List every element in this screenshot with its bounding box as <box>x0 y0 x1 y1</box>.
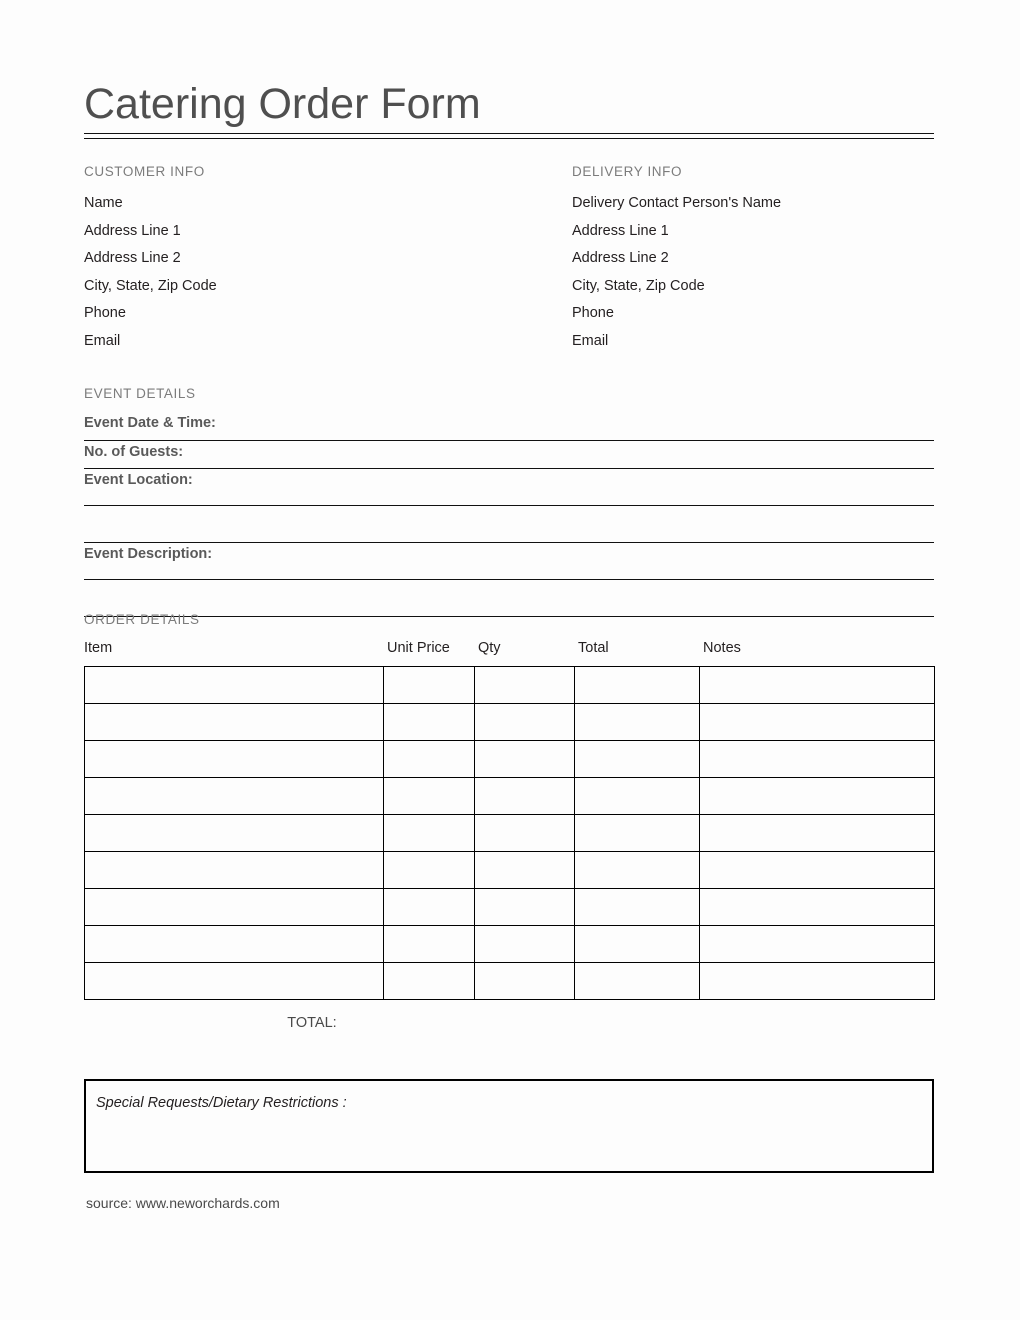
delivery-field-city-state-zip[interactable]: City, State, Zip Code <box>572 277 705 294</box>
delivery-field-phone[interactable]: Phone <box>572 305 614 321</box>
page-title-block <box>84 78 934 130</box>
column-header-unit-price: Unit Price <box>387 640 450 656</box>
cell-item[interactable] <box>85 741 384 778</box>
column-header-notes: Notes <box>703 640 741 656</box>
delivery-field-address-line-2[interactable]: Address Line 2 <box>572 250 669 266</box>
table-row[interactable] <box>85 778 935 815</box>
delivery-field-email[interactable]: Email <box>572 332 609 349</box>
table-row[interactable] <box>85 667 935 704</box>
cell-notes[interactable] <box>700 704 935 741</box>
cell-notes[interactable] <box>700 963 935 1000</box>
cell-total[interactable] <box>575 778 700 815</box>
event-details-heading: EVENT DETAILS <box>84 386 196 401</box>
order-items-table <box>84 666 935 1000</box>
table-row[interactable] <box>85 926 935 963</box>
cell-item[interactable] <box>85 926 384 963</box>
cell-total[interactable] <box>575 704 700 741</box>
column-header-qty: Qty <box>478 640 501 656</box>
cell-total[interactable] <box>575 852 700 889</box>
cell-total[interactable] <box>575 815 700 852</box>
customer-field-city-state-zip[interactable]: City, State, Zip Code <box>84 277 217 294</box>
column-header-total: Total <box>578 640 609 656</box>
table-row[interactable] <box>85 889 935 926</box>
customer-field-email[interactable]: Email <box>84 332 121 349</box>
cell-unit-price[interactable] <box>384 889 475 926</box>
delivery-field-address-line-1[interactable]: Address Line 1 <box>572 222 669 239</box>
event-row-location-continued[interactable] <box>84 506 934 543</box>
column-header-item: Item <box>84 640 113 656</box>
customer-info-heading: CUSTOMER INFO <box>84 164 205 179</box>
cell-unit-price[interactable] <box>384 704 475 741</box>
delivery-info-heading: DELIVERY INFO <box>572 164 683 179</box>
order-details-section <box>84 611 934 1033</box>
table-row[interactable] <box>85 704 935 741</box>
table-row[interactable] <box>85 852 935 889</box>
customer-field-address-line-1[interactable]: Address Line 1 <box>84 222 181 239</box>
order-details-heading: ORDER DETAILS <box>84 612 200 627</box>
cell-unit-price[interactable] <box>384 741 475 778</box>
order-table-body <box>85 667 935 1000</box>
cell-unit-price[interactable] <box>384 852 475 889</box>
cell-unit-price[interactable] <box>384 963 475 1000</box>
customer-field-address-line-2[interactable]: Address Line 2 <box>84 250 181 266</box>
table-row[interactable] <box>85 815 935 852</box>
cell-qty[interactable] <box>475 963 575 1000</box>
cell-qty[interactable] <box>475 667 575 704</box>
cell-notes[interactable] <box>700 815 935 852</box>
event-label-location: Event Location: <box>84 472 193 488</box>
cell-notes[interactable] <box>700 926 935 963</box>
cell-item[interactable] <box>85 667 384 704</box>
delivery-info-section <box>572 163 972 355</box>
cell-qty[interactable] <box>475 926 575 963</box>
customer-field-phone[interactable]: Phone <box>84 305 126 321</box>
cell-unit-price[interactable] <box>384 815 475 852</box>
cell-item[interactable] <box>85 963 384 1000</box>
customer-info-section <box>84 163 484 355</box>
cell-item[interactable] <box>85 852 384 889</box>
delivery-field-contact-name[interactable]: Delivery Contact Person's Name <box>572 195 782 211</box>
event-row-date-time[interactable] <box>84 412 934 441</box>
cell-total[interactable] <box>575 667 700 704</box>
event-label-guests: No. of Guests: <box>84 443 184 460</box>
special-requests-box[interactable] <box>84 1079 934 1173</box>
source-note: source: www.neworchards.com <box>86 1195 280 1211</box>
cell-unit-price[interactable] <box>384 926 475 963</box>
cell-notes[interactable] <box>700 852 935 889</box>
event-details-rows <box>84 412 934 617</box>
cell-notes[interactable] <box>700 889 935 926</box>
delivery-info-fields <box>572 190 972 355</box>
cell-notes[interactable] <box>700 667 935 704</box>
cell-qty[interactable] <box>475 741 575 778</box>
event-label-date-time: Event Date & Time: <box>84 415 216 431</box>
event-row-description[interactable] <box>84 543 934 580</box>
cell-unit-price[interactable] <box>384 667 475 704</box>
order-total-row <box>84 1000 934 1033</box>
table-row[interactable] <box>85 741 935 778</box>
cell-notes[interactable] <box>700 778 935 815</box>
cell-notes[interactable] <box>700 741 935 778</box>
cell-total[interactable] <box>575 741 700 778</box>
cell-qty[interactable] <box>475 778 575 815</box>
event-row-guests[interactable] <box>84 441 934 470</box>
cell-qty[interactable] <box>475 815 575 852</box>
cell-qty[interactable] <box>475 889 575 926</box>
order-total-label: TOTAL: <box>287 1015 337 1031</box>
special-requests-label: Special Requests/Dietary Restrictions : <box>96 1095 347 1111</box>
event-row-location[interactable] <box>84 469 934 506</box>
table-row[interactable] <box>85 963 935 1000</box>
cell-item[interactable] <box>85 778 384 815</box>
order-table-column-headers <box>84 638 934 666</box>
page-title: Catering Order Form <box>84 80 481 128</box>
cell-unit-price[interactable] <box>384 778 475 815</box>
customer-field-name[interactable]: Name <box>84 195 123 211</box>
cell-total[interactable] <box>575 889 700 926</box>
cell-total[interactable] <box>575 926 700 963</box>
title-double-rule <box>84 133 934 139</box>
event-details-section <box>84 385 934 617</box>
cell-item[interactable] <box>85 815 384 852</box>
cell-qty[interactable] <box>475 704 575 741</box>
event-label-description: Event Description: <box>84 546 213 562</box>
cell-qty[interactable] <box>475 852 575 889</box>
cell-total[interactable] <box>575 963 700 1000</box>
cell-item[interactable] <box>85 889 384 926</box>
cell-item[interactable] <box>85 704 384 741</box>
customer-info-fields <box>84 190 484 355</box>
